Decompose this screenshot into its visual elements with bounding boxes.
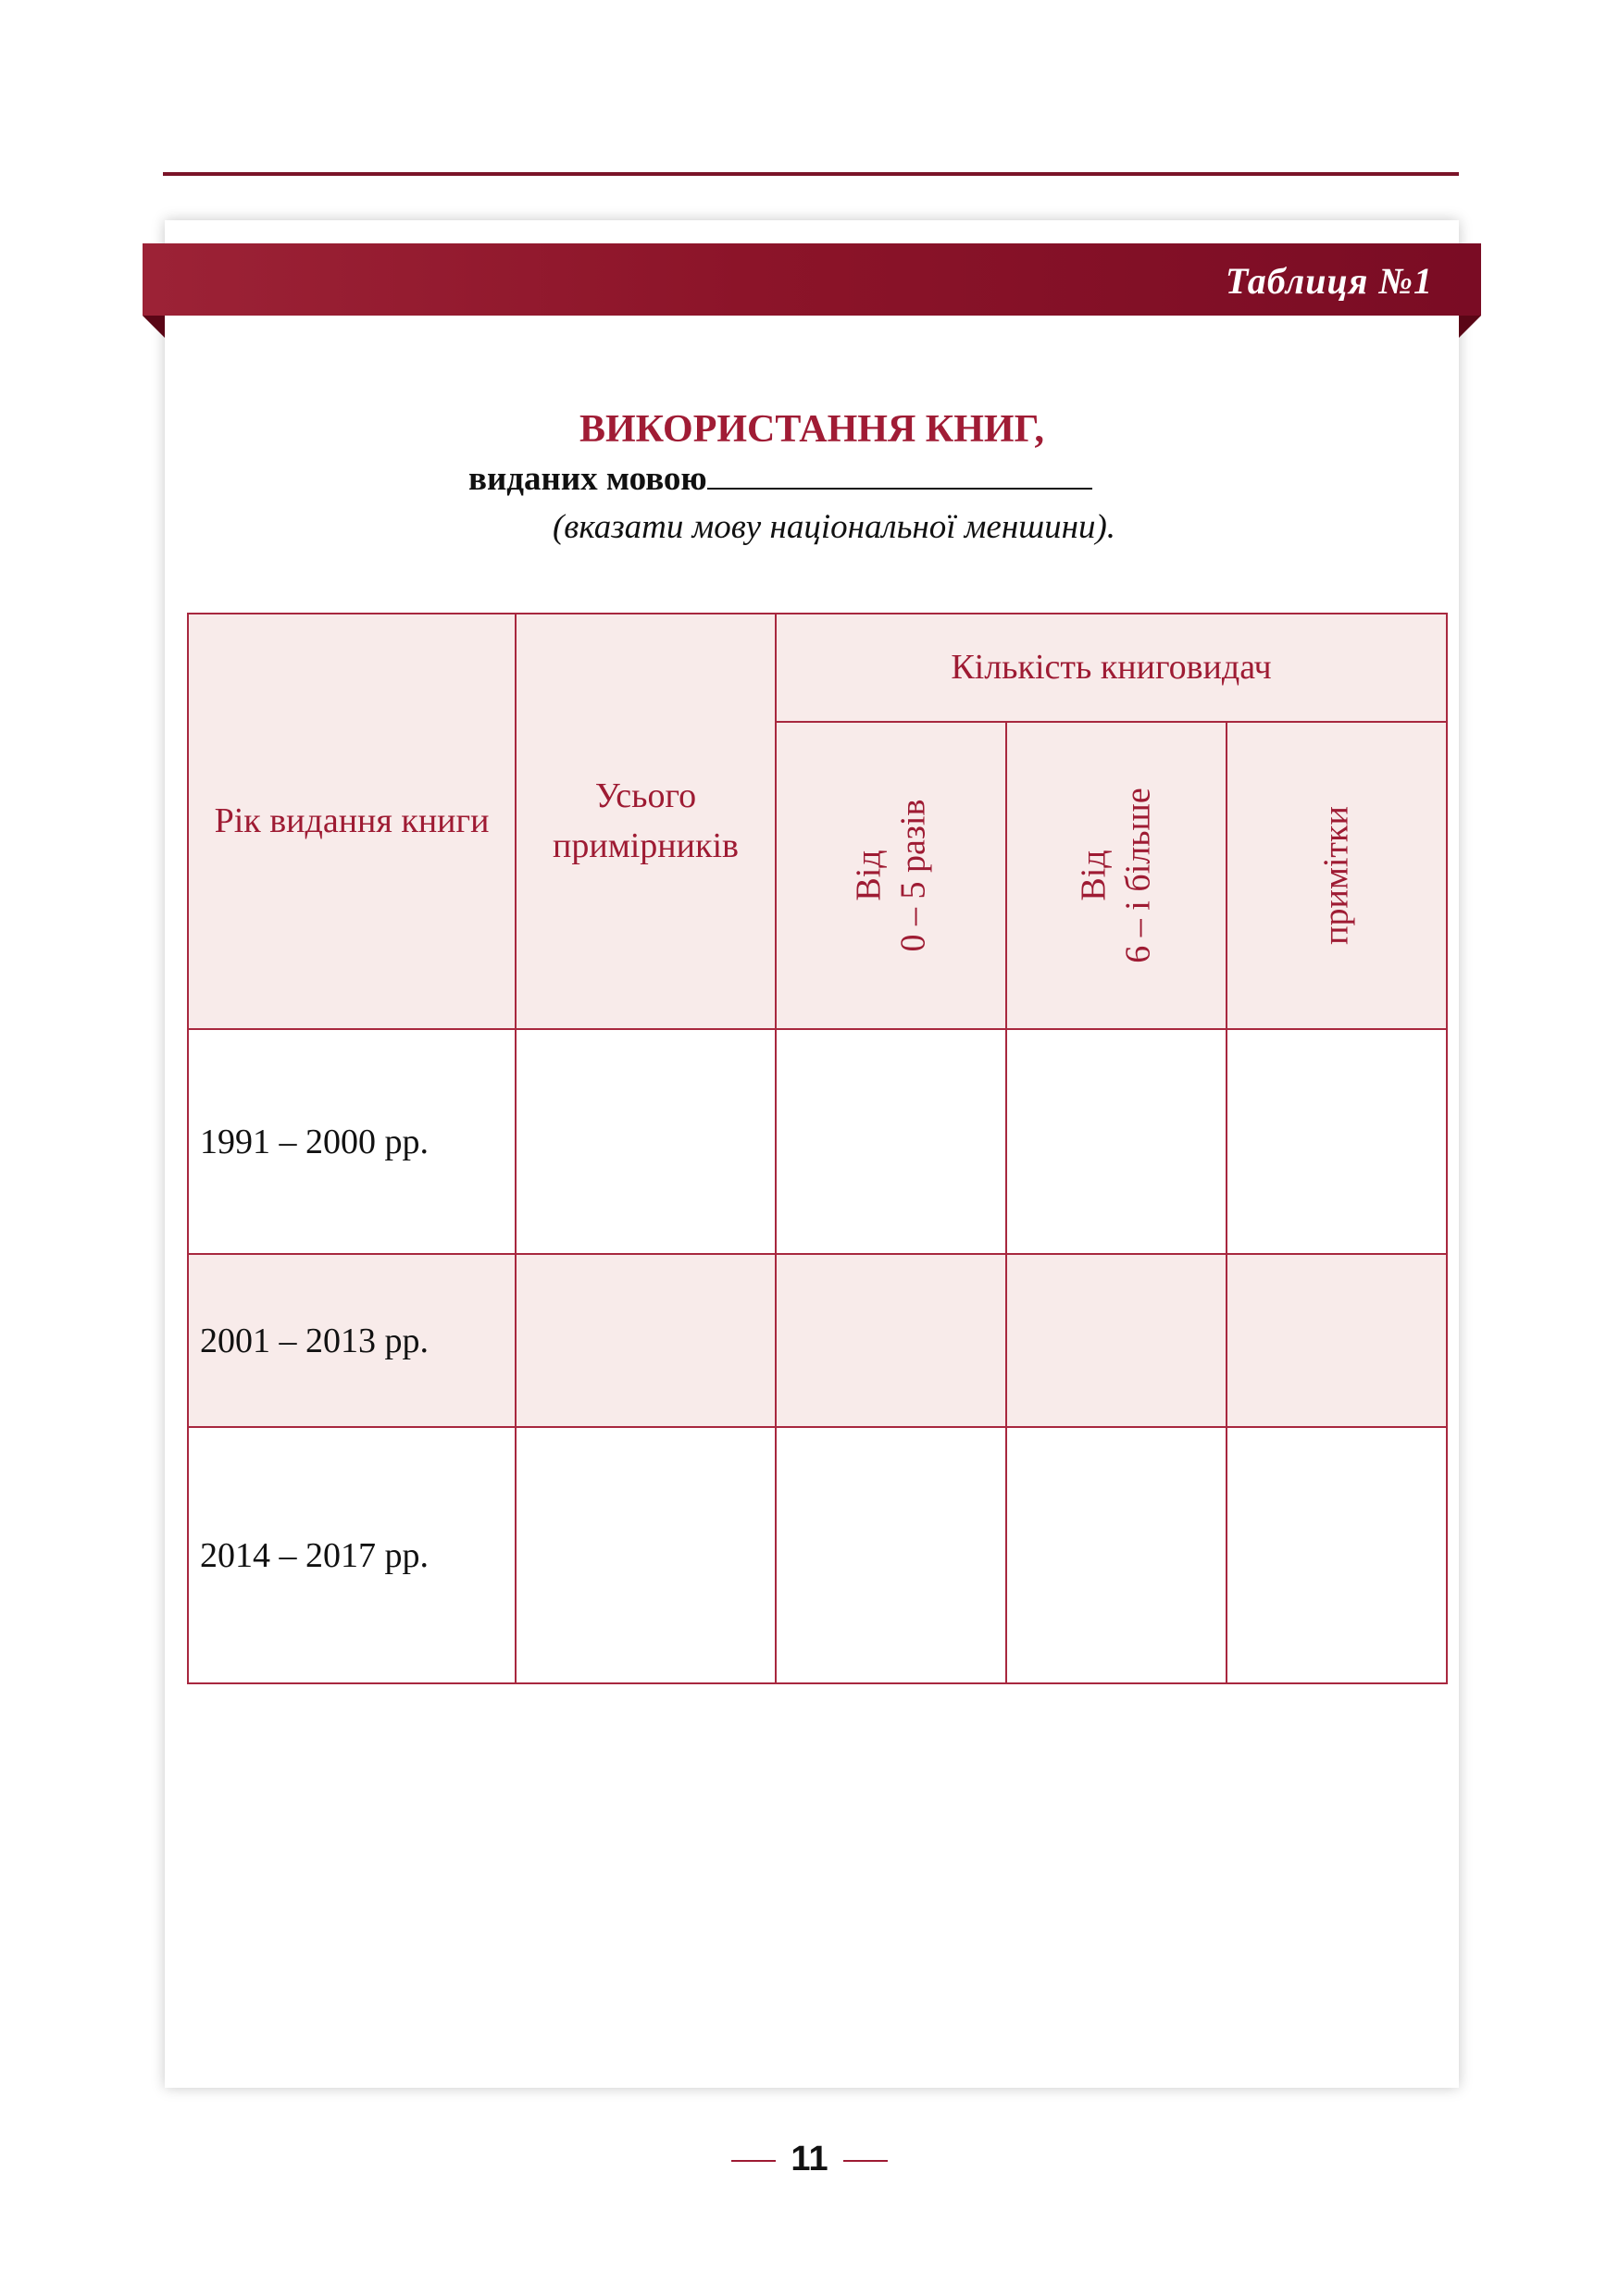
header-loans-6-plus-line2: 6 – і більше [1118,788,1157,963]
table-cell[interactable] [1227,1254,1447,1427]
language-note: (вказати мову національної меншини). [552,508,1116,546]
table-cell[interactable] [776,1029,1006,1254]
top-rule [163,172,1459,176]
table-row [188,1029,1447,1254]
header-loans-0-5-line2: 0 – 5 разів [892,799,932,952]
language-line [468,459,1092,499]
header-total: Усього примірників [516,614,776,1029]
table-cell[interactable] [516,1254,776,1427]
table-cell[interactable] [776,1254,1006,1427]
page-dash-right [843,2160,888,2162]
page-number [0,2140,1619,2179]
ribbon-fold-right [1459,316,1481,338]
header-notes-label: примітки [1316,806,1356,945]
row-label: 2014 – 2017 рр. [188,1427,516,1683]
table-ribbon [143,243,1481,316]
table-cell[interactable] [1227,1427,1447,1683]
header-loans-group: Кількість книговидач [776,614,1447,722]
language-label: виданих мовою [468,460,707,498]
table-label: Таблиця №1 [1225,260,1433,302]
page-number-value: 11 [791,2140,828,2178]
header-loans-0-5 [776,722,1006,1029]
table-row [188,1427,1447,1683]
header-year: Рік видання книги [188,614,516,1029]
table-cell[interactable] [1227,1029,1447,1254]
header-notes [1227,722,1447,1029]
usage-table [187,613,1448,1684]
table-cell[interactable] [516,1427,776,1683]
page-title: ВИКОРИСТАННЯ КНИГ, [579,408,1045,451]
table-cell[interactable] [1006,1254,1227,1427]
row-label: 2001 – 2013 рр. [188,1254,516,1427]
header-loans-0-5-line1: Від [849,850,888,901]
header-loans-6-plus-line1: Від [1074,850,1114,901]
row-label: 1991 – 2000 рр. [188,1029,516,1254]
table-row [188,1254,1447,1427]
table-cell[interactable] [1006,1029,1227,1254]
header-loans-6-plus [1006,722,1227,1029]
table-cell[interactable] [516,1029,776,1254]
language-blank [707,488,1092,490]
table-cell[interactable] [1006,1427,1227,1683]
ribbon-fold-left [143,316,165,338]
table-cell[interactable] [776,1427,1006,1683]
page-dash-left [731,2160,776,2162]
